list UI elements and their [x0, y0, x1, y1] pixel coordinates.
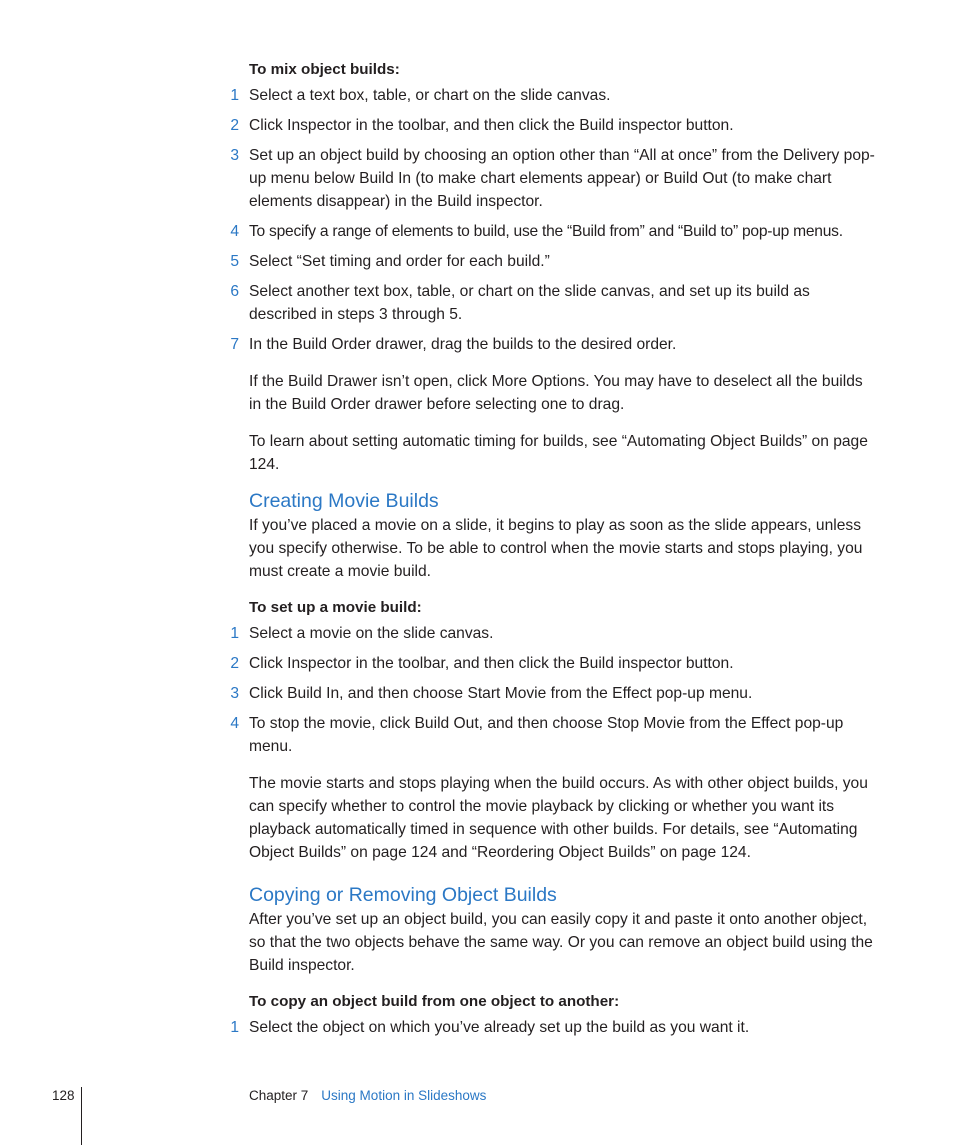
list-item	[230, 622, 879, 645]
step-text: Click Inspector in the toolbar, and then click the Build inspector button.	[249, 117, 734, 134]
list-item	[230, 333, 879, 356]
list-item	[230, 682, 879, 705]
step-number: 1	[230, 1019, 239, 1036]
step-number: 6	[230, 283, 239, 300]
step-number: 5	[230, 253, 239, 270]
section-heading-copying-removing-builds: Copying or Removing Object Builds	[249, 884, 557, 906]
movie-builds-section	[230, 488, 879, 864]
step-text: To specify a range of elements to build, use the “Build from” and “Build to” pop-up menus.	[249, 223, 843, 240]
automatic-timing-note: To learn about setting automatic timing for builds, see “Automating Object Builds” on page 124.	[249, 433, 868, 473]
copy-remove-builds-section	[230, 882, 879, 1046]
section-heading-creating-movie-builds: Creating Movie Builds	[249, 490, 439, 512]
step-text: Select “Set timing and order for each build.”	[249, 253, 550, 270]
chapter-label: Chapter 7	[249, 1088, 309, 1103]
step-number: 3	[230, 685, 239, 702]
page-number: 128	[52, 1088, 75, 1103]
step-text: To stop the movie, click Build Out, and then choose Stop Movie from the Effect pop-up menu.	[249, 715, 844, 755]
step-text: In the Build Order drawer, drag the builds to the desired order.	[249, 336, 677, 353]
step-text: Select the object on which you’ve already set up the build as you want it.	[249, 1019, 750, 1036]
task-heading-movie-build: To set up a movie build:	[249, 599, 422, 616]
list-item	[230, 652, 879, 675]
chapter-title-link[interactable]: Using Motion in Slideshows	[321, 1088, 487, 1103]
step-text: Click Build In, and then choose Start Movie from the Effect pop-up menu.	[249, 685, 753, 702]
list-item	[230, 280, 879, 326]
list-item	[230, 1016, 879, 1039]
step-number: 7	[230, 336, 239, 353]
movie-build-steps	[230, 622, 879, 758]
list-item	[230, 84, 879, 107]
mix-builds-steps	[230, 84, 879, 356]
step-number: 2	[230, 655, 239, 672]
movie-builds-intro: If you’ve placed a movie on a slide, it begins to play as soon as the slide appears, unless you specify otherwise. To be able to control when the movie starts and stops playing, you must create a movie build.	[249, 517, 863, 580]
step-text: Click Inspector in the toolbar, and then click the Build inspector button.	[249, 655, 734, 672]
step-number: 1	[230, 87, 239, 104]
step-text: Select another text box, table, or chart on the slide canvas, and set up its build as described in steps 3 through 5.	[249, 283, 810, 323]
list-item	[230, 114, 879, 137]
copy-build-steps	[230, 1016, 879, 1039]
step-number: 1	[230, 625, 239, 642]
movie-playback-note: The movie starts and stops playing when the build occurs. As with other object builds, you can specify whether to control the movie playback by clicking or whether you want its playback automatically timed in sequence with other builds. For details, see “Automating Object Builds” on page 124 and “Reordering Object Builds” on page 124.	[249, 775, 868, 861]
footer-chapter	[249, 1088, 486, 1103]
step-number: 2	[230, 117, 239, 134]
list-item	[230, 144, 879, 213]
task-heading-copy-build: To copy an object build from one object to another:	[249, 993, 620, 1010]
copy-builds-intro: After you’ve set up an object build, you can easily copy it and paste it onto another object, so that the two objects behave the same way. Or you can remove an object build using the Build inspector.	[249, 911, 873, 974]
list-item	[230, 712, 879, 758]
step-text: Select a text box, table, or chart on the slide canvas.	[249, 87, 611, 104]
step-text: Set up an object build by choosing an option other than “All at once” from the Delivery pop-up menu below Build In (to make chart elements appear) or Build Out (to make chart elements disappear) in the Build inspector.	[249, 147, 875, 210]
mix-builds-section	[230, 60, 879, 476]
step-number: 3	[230, 147, 239, 164]
list-item	[230, 220, 879, 243]
step-text: Select a movie on the slide canvas.	[249, 625, 494, 642]
build-drawer-note: If the Build Drawer isn’t open, click More Options. You may have to deselect all the builds in the Build Order drawer before selecting one to drag.	[249, 373, 863, 413]
footer-divider	[81, 1087, 82, 1145]
list-item	[230, 250, 879, 273]
task-heading-mix-builds: To mix object builds:	[249, 61, 400, 78]
step-number: 4	[230, 715, 239, 732]
step-number: 4	[230, 223, 239, 240]
